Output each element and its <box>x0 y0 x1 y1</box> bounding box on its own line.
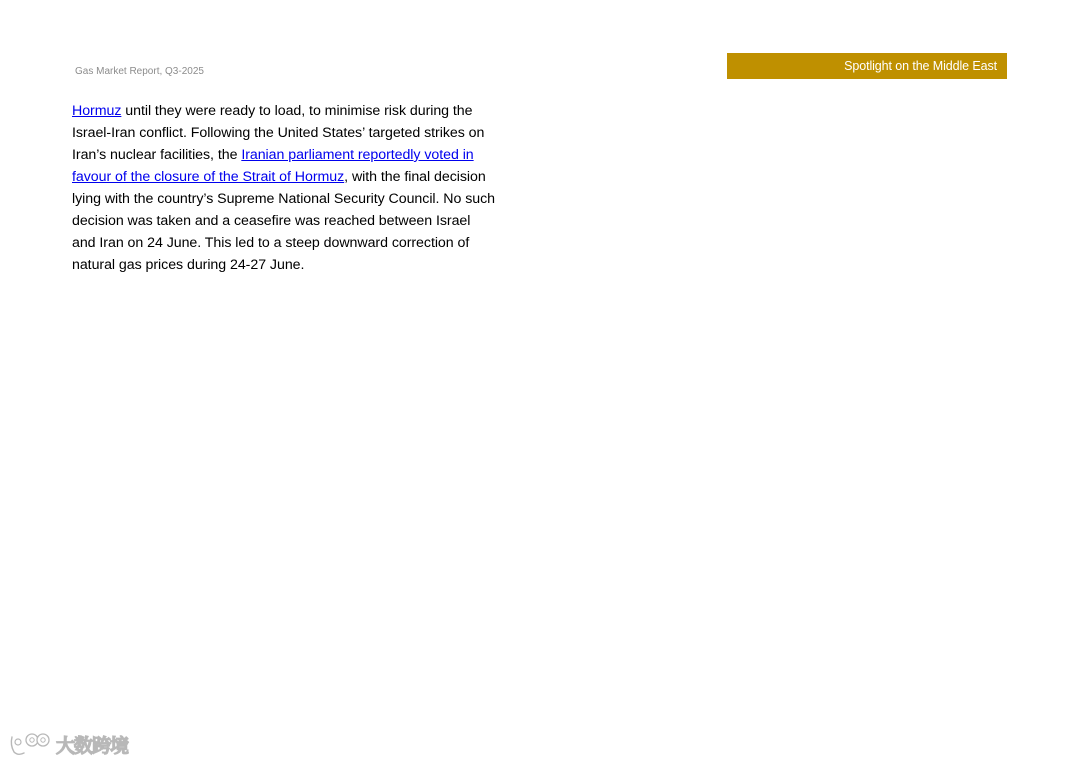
body-paragraph <box>72 100 527 276</box>
body-text-segment: natural gas prices during 24-27 June. <box>72 257 305 273</box>
body-line <box>72 100 527 122</box>
body-text-segment: , with the final decision <box>344 169 486 185</box>
watermark-text: 大数跨境 <box>56 734 129 757</box>
body-text-segment: until they were ready to load, to minimise risk during the <box>121 103 473 119</box>
body-text-segment: Iran’s nuclear facilities, the <box>72 147 242 163</box>
report-title: Gas Market Report, Q3-2025 <box>75 66 204 77</box>
body-line <box>72 232 527 254</box>
body-line <box>72 122 527 144</box>
body-line <box>72 144 527 166</box>
iranian-parliament-link[interactable]: Iranian parliament reportedly voted in <box>241 147 474 163</box>
body-text-segment: decision was taken and a ceasefire was reached between Israel <box>72 213 471 229</box>
body-line <box>72 166 527 188</box>
body-text-segment: lying with the country’s Supreme National Security Council. No such <box>72 191 496 207</box>
section-label: Spotlight on the Middle East <box>844 59 997 73</box>
body-line <box>72 210 527 232</box>
section-banner <box>727 53 1007 79</box>
hormuz-link[interactable]: Hormuz <box>72 103 122 119</box>
body-text-segment: and Iran on 24 June. This led to a steep downward correction of <box>72 235 470 251</box>
body-line <box>72 188 527 210</box>
body-text-segment: Israel-Iran conflict. Following the United States’ targeted strikes on <box>72 125 485 141</box>
iranian-parliament-link-continued[interactable]: favour of the closure of the Strait of Hormuz <box>72 169 345 185</box>
body-line <box>72 254 527 276</box>
watermark <box>8 730 128 758</box>
watermark-logo-icon <box>8 731 52 757</box>
